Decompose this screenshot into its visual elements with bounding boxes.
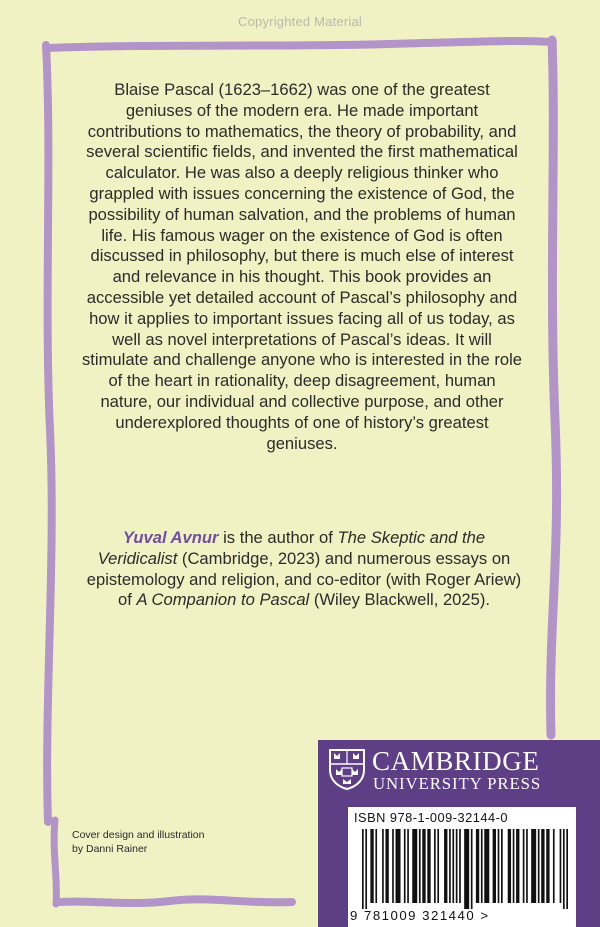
barcode-bar (459, 829, 461, 903)
barcode-bar (456, 829, 458, 903)
barcode-bar (382, 829, 384, 903)
barcode-bar (437, 829, 439, 903)
publisher-subname: UNIVERSITY PRESS (373, 774, 542, 793)
publisher-block (318, 740, 600, 927)
barcode-bar (553, 829, 555, 903)
book-title: A Companion to Pascal (136, 590, 310, 610)
publisher-name: CAMBRIDGE (372, 746, 540, 776)
barcode-bar (392, 829, 394, 903)
barcode-bar (412, 829, 417, 903)
book-title: The Skeptic and the Veridicalist (97, 528, 486, 568)
barcode-bar (523, 829, 525, 903)
barcode-bar (375, 829, 377, 903)
university-crest-icon (328, 748, 366, 790)
barcode-bar (563, 829, 565, 909)
bio-text: (Cambridge, 2023) and numerous essays on epistemology and religion, and co-editor (with Roger Ariew) of (86, 548, 522, 610)
barcode-bar (422, 829, 425, 903)
barcode-bar (407, 829, 409, 903)
barcode-bar (434, 829, 436, 903)
barcode-icon (362, 829, 568, 909)
barcode-bar (498, 829, 500, 903)
barcode-bar (452, 829, 454, 903)
barcode-bar (444, 829, 447, 903)
barcode-bar (427, 829, 430, 903)
cover-credit (72, 828, 272, 856)
barcode-bar (501, 829, 503, 903)
author-name: Yuval Avnur (122, 528, 219, 547)
barcode-bar (538, 829, 540, 903)
barcode-bar (464, 829, 469, 909)
barcode-bar (365, 829, 367, 909)
barcode-bar (449, 829, 451, 903)
barcode-bar (471, 829, 473, 909)
isbn-label: ISBN 978-1-009-32144-0 (354, 810, 508, 825)
barcode-bar (396, 829, 401, 903)
author-bio (84, 528, 524, 611)
credit-line: Cover design and illustration (72, 829, 205, 841)
barcode-bar (508, 829, 511, 903)
barcode-bar (531, 829, 536, 903)
barcode-bar (362, 829, 364, 909)
barcode-bar (476, 829, 479, 903)
barcode-digits: 9 781009 321440 > (350, 908, 490, 923)
book-description: Blaise Pascal (1623–1662) was one of the greatest geniuses of the modern era. He made important contributions to mathematics, the theory of probability, and several scientific fields, and invented the first mathematical calculator. He was also a deeply religious thinker who grappled with issues concerning the existence of God, the possibility of human salvation, and the problems of human life. His famous wager on the existence of God is often discussed in philosophy, but there is much else of interest and relevance in his thought. This book provides an accessible yet detailed account of Pascal’s philosophy and how it applies to important issues facing all of us today, as well as novel interpretations of Pascal’s ideas. It will stimulate and challenge anyone who is interested in the role of the heart in rationality, deep disagreement, human nature, our individual and collective purpose, and other underexplored thoughts of one of history’s greatest geniuses. (82, 80, 523, 453)
barcode-bar (481, 829, 483, 903)
barcode-bar (526, 829, 528, 903)
barcode-bar (484, 829, 489, 903)
barcode-bar (513, 829, 515, 903)
barcode-panel (348, 807, 576, 927)
copyright-watermark: Copyrighted Material (238, 14, 362, 29)
barcode-bar (566, 829, 568, 909)
barcode-bar (546, 829, 549, 903)
barcode-bar (419, 829, 421, 903)
credit-line: by Danni Rainer (72, 843, 148, 855)
bio-text: is the author of (218, 528, 338, 547)
barcode-bar (516, 829, 519, 903)
barcode-bar (370, 829, 373, 903)
barcode-bar (560, 829, 562, 903)
bio-text: (Wiley Blackwell, 2025). (309, 590, 490, 610)
barcode-bar (541, 829, 544, 903)
barcode-bar (385, 829, 388, 903)
barcode-bar (493, 829, 496, 903)
barcode-bar (404, 829, 406, 903)
